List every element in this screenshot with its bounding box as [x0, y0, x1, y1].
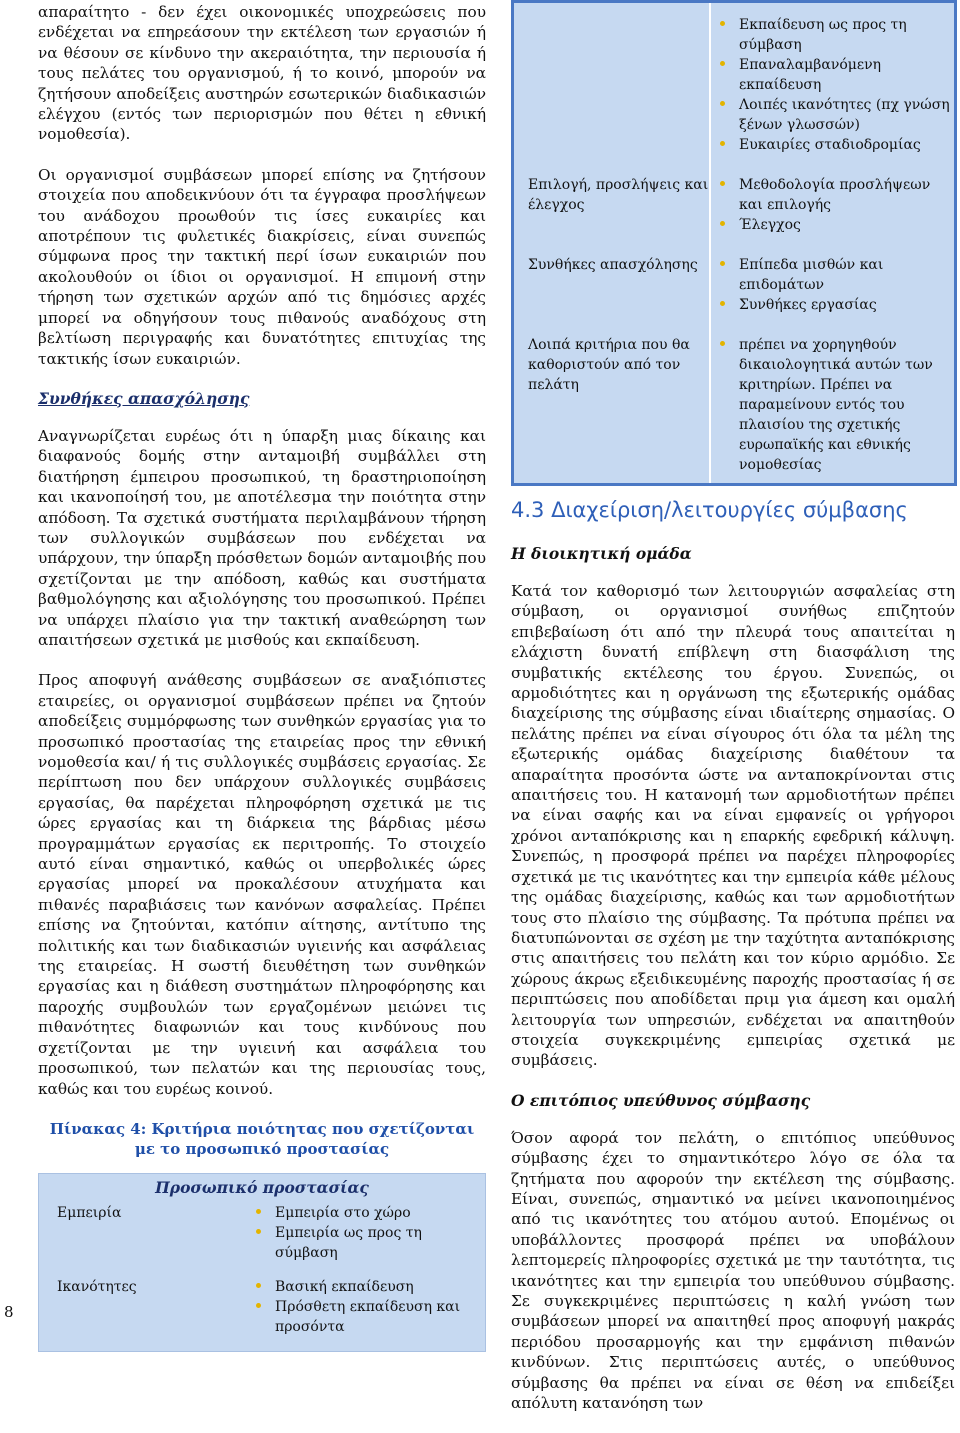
table-row [514, 255, 954, 335]
row-label: Συνθήκες απασχόλησης [528, 257, 698, 273]
paragraph: Προς αποφυγή ανάθεσης συμβάσεων σε αναξιόπιστες εταιρείες, οι οργανισμοί συμβάσεων πρέπει να ζητούν αποδείξεις συμμόρφωσης των συνθηκών εργασίας για το προσωπικό προστασίας της εταιρείας προς την εθνική νομοθεσία και/ ή τις συλλογικές συμβάσεις εργασίας. Σε περίπτωση που δεν υπάρχουν συλλογικές συμβάσεις εργασίας, θα παρέχεται πληροφόρηση σχετικά με τις ώρες εργασίας και τη διάρκεια της βάρδιας μέσω προγραμμάτων εργασίας εκ περιτροπής. Το στοιχείο αυτό είναι σημαντικό, καθώς οι υπερβολικές ώρες εργασίας μπορεί να προκαλέσουν ατυχήματα και πιθανές παραβιάσεις των κανόνων ασφαλείας. Πρέπει επίσης να ζητούνται, κατόπιν αίτησης, αντίτυπο της πολιτικής και των διαδικασιών υγιεινής και ασφάλειας της εταιρείας. Η σωστή διευθέτηση των συνθηκών εργασίας και η διάθεση συστημάτων πληροφόρησης και παροχής συμβουλών των εργαζομένων μειώνει τις πιθανότητες διαφωνιών και τους κινδύνους που σχετίζονται με την υγιεινή και ασφάλεια του προσωπικού, των πελατών και της περιουσίας τους, καθώς και του ευρέως κοινού. [38, 671, 486, 1098]
paragraph: Οι οργανισμοί συμβάσεων μπορεί επίσης να ζητήσουν στοιχεία που αποδεικνύουν ότι τα έγγραφα προσλήψεων του ανάδοχου προωθούν τις ίσες ευκαιρίες και αποτρέπουν τις φυλετικές διακρίσεις, είναι συνεπώς σύμφωνα προς την τακτική περί ίσων ευκαιριών που ακολουθούν οι ίδιοι οι οργανισμοί. Η επιμονή στην τήρηση των σχετικών αρχών από τις δημόσιες αρχές μπορεί να οδηγήσουν τους πιθανούς αναδόχους στη βελτίωση περιγραφής και δυνατότητες επιτυχίας της τακτικής ίσων ευκαιριών. [38, 165, 486, 368]
bullet-item: Εκπαίδευση ως προς τη σύμβαση [717, 15, 954, 55]
paragraph: Κατά τον καθορισμό των λειτουργιών ασφαλείας στη σύμβαση, οι οργανισμοί συνήθως επιζητούν επιβεβαίωση ότι από την πλευρά τους απαιτείται η ελάχιστη δυνατή επίβλεψη στη διασφάλιση της συμβατικής εκτέλεσης του έργου. Συνεπώς, οι αρμοδιότητες και η οργάνωση της εξωτερικής ομάδας διαχείρισης της σύμβασης είναι ιδιαίτερης σημασίας. Ο πελάτης πρέπει να είναι σίγουρος ότι όλα τα μέλη της εξωτερικής ομάδας διαχείρισης διαθέτουν τα απαραίτητα προσόντα ώστε να ανταποκρίνονται στις απαιτήσεις του. Η κατανομή των αρμοδιοτήτων πρέπει να είναι σαφής και να είναι εμφανείς οι γρήγοροι χρόνοι ανταπόκρισης και η επαρκής εφεδρική κάλυψη. Συνεπώς, η προσφορά πρέπει να παρέχει πληροφορίες σχετικά με τις ικανότητες και την εμπειρία κάθε μέλους της ομάδας διαχείρισης, καθώς και των αρμοδιοτήτων τους στο πλαίσιο της σύμβασης. Τα πρότυπα πρέπει να διατυπώνονται σε σχέση με την ταχύτητα ανταπόκρισης στις απαιτήσεις του πελάτη και τον κύριο αρμόδιο. Σε χώρους άκρως εξειδικευμένης παροχής προστασίας ή σε περιπτώσεις που αποδίδεται πριμ για άμεση και ομαλή λειτουργία των υπηρεσιών, ενδέχεται να απαιτηθούν στοιχεία συγκεκριμένης εμπειρίας σχετικά με συμβάσεις. [511, 582, 955, 1070]
bullet-item: Συνθήκες εργασίας [717, 295, 954, 315]
bullet-item: Λοιπές ικανότητες (πχ γνώση ξένων γλωσσών) [717, 95, 954, 135]
paragraph: Όσον αφορά τον πελάτη, ο επιτόπιος υπεύθυνος σύμβασης έχει το σημαντικότερο λόγο σε όλα τα ζητήματα που αφορούν την εκτέλεση της σύμβασης. Είναι, συνεπώς, σημαντικό να μείνει ικανοποιημένος από τις ικανότητες του ατόμου αυτού. Επομένως οι υποβάλλοντες προσφορά πρέπει να υποβάλουν λεπτομερείς πληροφορίες σχετικά με την ταυτότητα, τις ικανότητες και την εμπειρία του υπεύθυνου σύμβασης. Σε συγκεκριμένες περιπτώσεις η καλή γνώση των συμβάσεων μπορεί να απαιτηθεί προς αποφυγή μακράς περιόδου προσαρμογής και την εμφάνιση πιθανών κινδύνων. Στις περιπτώσεις αυτές, ο υπεύθυνος σύμβασης θα πρέπει να είναι σε θέση να επιδείξει απόλυτη κατανόηση των [511, 1128, 955, 1413]
paragraph: απαραίτητο - δεν έχει οικονομικές υποχρεώσεις που ενδέχεται να επηρεάσουν την εκτέλεση των εργασιών ή να θέσουν σε κίνδυνο την ακεραιότητα, την περιουσία ή τους πελάτες του οργανισμού, ή το κοινό, μπορούν να ζητήσουν αποδείξεις αυστηρών εσωτερικών διαδικασιών ελέγχου (εντός των περιορισμών που θέτει η εθνική νομοθεσία). [38, 3, 486, 144]
bullet-item: Έλεγχος [717, 215, 954, 235]
criteria-table-continued [511, 0, 957, 486]
table-caption: Πίνακας 4: Κριτήρια ποιότητας που σχετίζονται με το προσωπικό προστασίας [49, 1119, 475, 1158]
row-label: Λοιπά κριτήρια που θα καθοριστούν από τον πελάτη [528, 337, 690, 393]
bullet-item: Ευκαιρίες σταδιοδρομίας [717, 135, 954, 155]
paragraph: Αναγνωρίζεται ευρέως ότι η ύπαρξη μιας δίκαιης και διαφανούς δομής στην ανταμοιβή συμβάλλει στη διατήρηση έμπειρου προσωπικού, τη δραστηριοποίηση και ικανοποίησή του, με αποτέλεσμα την ποιότητα στην απόδοση. Τα σχετικά συστήματα περιλαμβάνουν τήρηση των συλλογικών συμβάσεων που ενδέχεται να υπάρχουν, την ύπαρξη πρόσθετων δομών ανταμοιβής που σχετίζονται με την απόδοση, καθώς και συστήματα βαθμολόγησης και αξιολόγησης του προσωπικού. Πρέπει να υπάρχει πλαίσιο για την τακτική αναθεώρηση των απαιτήσεων σχετικά με μισθούς και εκπαίδευση. [38, 426, 486, 649]
table-title: Προσωπικό προστασίας [155, 1177, 369, 1197]
row-label: Ικανότητες [57, 1278, 137, 1295]
bullet-item: πρέπει να χορηγηθούν δικαιολογητικά αυτών των κριτηρίων. Πρέπει να παραμείνουν εντός του πλαισίου της σχετικής ευρωπαϊκής και εθνικής νομοθεσίας [717, 335, 954, 475]
row-label [514, 15, 709, 155]
quality-criteria-table [38, 1173, 486, 1352]
table-row [39, 1277, 485, 1337]
left-column [38, 2, 486, 1352]
table-row [514, 335, 954, 483]
section-title: 4.3 Διαχείριση/λειτουργίες σύμβασης [511, 498, 908, 522]
bullet-item: Επαναλαμβανόμενη εκπαίδευση [717, 55, 954, 95]
right-column [511, 0, 955, 1433]
row-label: Επιλογή, προσλήψεις και έλεγχος [528, 177, 709, 213]
bullet-item: Πρόσθετη εκπαίδευση και προσόντα [253, 1297, 477, 1337]
bullet-item: Εμπειρία στο χώρο [253, 1203, 477, 1223]
section-heading: Συνθήκες απασχόλησης [38, 388, 250, 408]
page-number: 8 [4, 1303, 14, 1321]
table-row [514, 175, 954, 255]
row-label: Εμπειρία [57, 1204, 122, 1221]
bullet-item: Επίπεδα μισθών και επιδομάτων [717, 255, 954, 295]
table-row [39, 1203, 485, 1263]
bullet-item: Εμπειρία ως προς τη σύμβαση [253, 1223, 477, 1263]
column-divider [709, 3, 711, 483]
subsection-heading: Η διοικητική ομάδα [511, 544, 692, 563]
bullet-item: Μεθοδολογία προσλήψεων και επιλογής [717, 175, 954, 215]
subsection-heading: Ο επιτόπιος υπεύθυνος σύμβασης [511, 1090, 811, 1110]
table-row [514, 3, 954, 175]
bullet-item: Βασική εκπαίδευση [253, 1277, 477, 1297]
